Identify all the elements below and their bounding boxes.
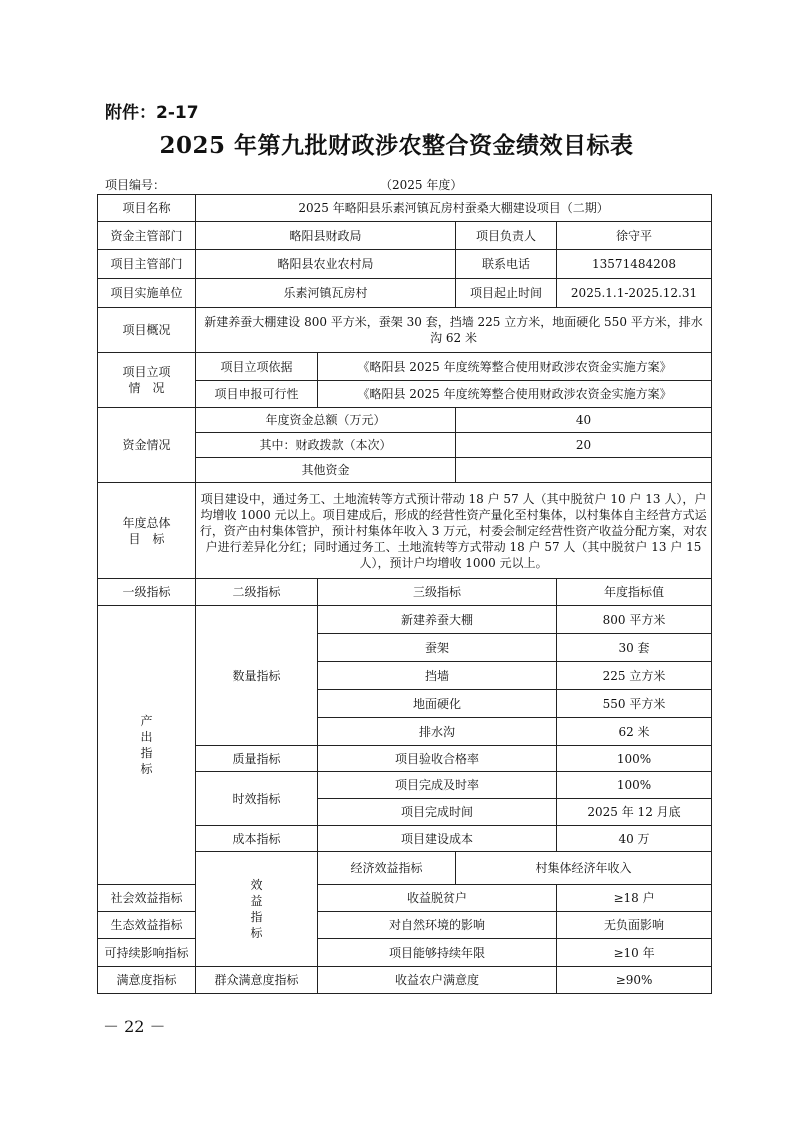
approval-label-line-2: 情 况: [128, 381, 165, 395]
fund-dept-value: 略阳县财政局: [196, 222, 456, 250]
indicator-value: ≥90%: [557, 967, 712, 994]
indicator-value: ≥10 年: [557, 939, 712, 967]
table-row: [98, 967, 712, 994]
other-funds-label: 其他资金: [196, 458, 456, 483]
performance-target-table: [97, 194, 712, 994]
table-row: [98, 912, 712, 939]
benefit-char: 益: [250, 894, 263, 908]
row-fund-dept: [98, 222, 712, 250]
phone-value: 13571484208: [557, 250, 712, 279]
indicator-name: 蚕架: [318, 634, 557, 662]
feasibility-value: 《略阳县 2025 年度统筹整合使用财政涉农资金实施方案》: [318, 381, 712, 408]
goal-value: 项目建设中，通过务工、土地流转等方式预计带动 18 户 57 人（其中脱贫户 10 户 13 人），户均增收 1000 元以上。项目建成后，形成的经营性资产量化至村集体，以村集体自主经营方式运行，资产由村集体管护，预计村集体年收入 3 万元，村委会制定经营性资产收益分配方案，对农户进行差异化分红；同时通过务工、土地流转等方式带动 18 户 57 人（其中脱贫户 13 户 15 人），预计户均增收 1000 元以上。: [196, 483, 712, 579]
benefit-char: 指: [250, 910, 263, 924]
year-label: （2025 年度）: [380, 178, 463, 192]
indicator-value: 800 平方米: [557, 606, 712, 634]
level-2-indicator: 社会效益指标: [98, 885, 196, 912]
level-2-indicator: 生态效益指标: [98, 912, 196, 939]
project-number-label: 项目编号：: [105, 178, 166, 192]
phone-label: 联系电话: [456, 250, 557, 279]
basis-value: 《略阳县 2025 年度统筹整合使用财政涉农资金实施方案》: [318, 353, 712, 381]
fund-dept-label: 资金主管部门: [98, 222, 196, 250]
indicator-name: 项目验收合格率: [318, 746, 557, 772]
approval-label-line-1: 项目立项: [122, 365, 171, 379]
header-target-value: 年度指标值: [557, 579, 712, 606]
indicator-value: 30 套: [557, 634, 712, 662]
indicator-value: 100%: [557, 772, 712, 799]
total-funds-label: 年度资金总额（万元）: [196, 408, 456, 433]
indicator-value: 62 米: [557, 718, 712, 746]
quality-indicator-label: 质量指标: [196, 746, 318, 772]
row-project-name: [98, 195, 712, 222]
row-total-funds: [98, 408, 712, 433]
indicator-value: 100%: [557, 746, 712, 772]
row-basis: [98, 353, 712, 381]
other-funds-value: [456, 458, 712, 483]
funds-label: 资金情况: [98, 408, 196, 483]
table-row: [98, 939, 712, 967]
indicator-value: 2025 年 12 月底: [557, 799, 712, 826]
indicator-name: 新建养蚕大棚: [318, 606, 557, 634]
cost-indicator-label: 成本指标: [196, 826, 318, 852]
project-dept-value: 略阳县农业农村局: [196, 250, 456, 279]
indicator-name: 村集体经济年收入: [456, 852, 712, 885]
project-name-value: 2025 年略阳县乐素河镇瓦房村蚕桑大棚建设项目（二期）: [196, 195, 712, 222]
period-label: 项目起止时间: [456, 279, 557, 308]
header-level-3: 三级指标: [318, 579, 557, 606]
row-indicator-header: [98, 579, 712, 606]
indicator-name: 项目建设成本: [318, 826, 557, 852]
leader-value: 徐守平: [557, 222, 712, 250]
goal-label-line-2: 目 标: [128, 531, 165, 546]
indicator-name: 收益农户满意度: [318, 967, 557, 994]
table-row: [98, 606, 712, 634]
level-2-indicator: 经济效益指标: [318, 852, 456, 885]
indicator-name: 项目完成时间: [318, 799, 557, 826]
page-title: 2025 年第九批财政涉农整合资金绩效目标表: [159, 132, 634, 159]
goal-label-line-1: 年度总体: [122, 515, 171, 530]
row-project-dept: [98, 250, 712, 279]
indicator-name: 对自然环境的影响: [318, 912, 557, 939]
header-level-1: 一级指标: [98, 579, 196, 606]
indicator-value: 40 万: [557, 826, 712, 852]
row-annual-goal: [98, 483, 712, 579]
timeliness-indicator-label: 时效指标: [196, 772, 318, 826]
indicator-name: 排水沟: [318, 718, 557, 746]
indicator-name: 地面硬化: [318, 690, 557, 718]
overview-value: 新建养蚕大棚建设 800 平方米，蚕架 30 套，挡墙 225 立方米，地面硬化 550 平方米，排水沟 62 米: [196, 308, 712, 353]
benefit-indicator-label: [196, 852, 318, 967]
feasibility-label: 项目申报可行性: [196, 381, 318, 408]
page-number: － 22 －: [103, 1017, 166, 1036]
table-row: [98, 885, 712, 912]
level-2-indicator: 可持续影响指标: [98, 939, 196, 967]
overview-label: 项目概况: [98, 308, 196, 353]
level-2-indicator: 群众满意度指标: [196, 967, 318, 994]
benefit-char: 标: [250, 926, 263, 940]
header-level-2: 二级指标: [196, 579, 318, 606]
satisfaction-indicator-label: 满意度指标: [98, 967, 196, 994]
project-name-label: 项目名称: [98, 195, 196, 222]
period-value: 2025.1.1-2025.12.31: [557, 279, 712, 308]
indicator-name: 项目完成及时率: [318, 772, 557, 799]
output-char: 出: [140, 730, 153, 744]
unit-label: 项目实施单位: [98, 279, 196, 308]
project-dept-label: 项目主管部门: [98, 250, 196, 279]
indicator-name: 收益脱贫户: [318, 885, 557, 912]
fiscal-funds-label: 其中：财政拨款（本次）: [196, 433, 456, 458]
goal-label: [98, 483, 196, 579]
unit-value: 乐素河镇瓦房村: [196, 279, 456, 308]
indicator-name: 挡墙: [318, 662, 557, 690]
indicator-value: ≥18 户: [557, 885, 712, 912]
row-implementing-unit: [98, 279, 712, 308]
output-indicator-label: [98, 606, 196, 885]
output-char: 标: [140, 762, 153, 776]
row-overview: [98, 308, 712, 353]
output-char: 指: [140, 746, 153, 760]
basis-label: 项目立项依据: [196, 353, 318, 381]
leader-label: 项目负责人: [456, 222, 557, 250]
indicator-value: 225 立方米: [557, 662, 712, 690]
approval-label: [98, 353, 196, 408]
benefit-char: 效: [250, 878, 263, 892]
indicator-value: 无负面影响: [557, 912, 712, 939]
total-funds-value: 40: [456, 408, 712, 433]
quantity-indicator-label: 数量指标: [196, 606, 318, 746]
indicator-value: 550 平方米: [557, 690, 712, 718]
indicator-name: 项目能够持续年限: [318, 939, 557, 967]
output-char: 产: [140, 714, 153, 728]
fiscal-funds-value: 20: [456, 433, 712, 458]
attachment-label: 附件：2-17: [105, 103, 199, 123]
